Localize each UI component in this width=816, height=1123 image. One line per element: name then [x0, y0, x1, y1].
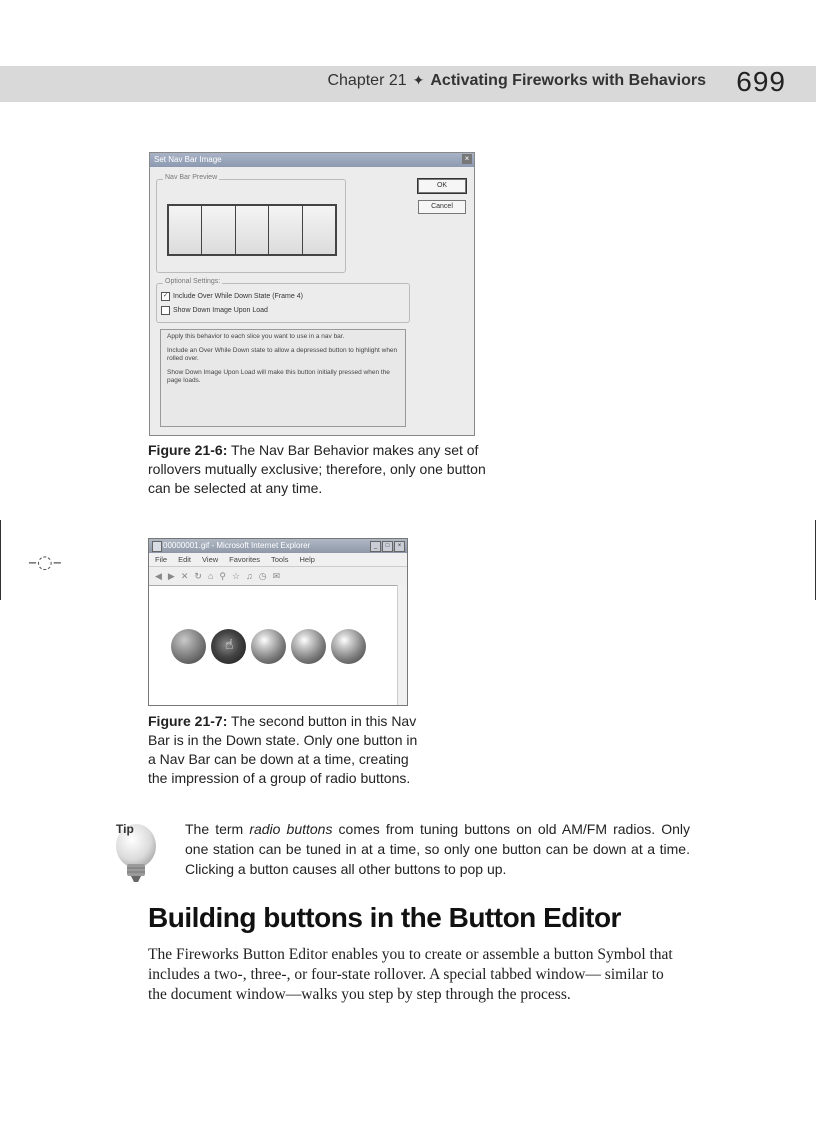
close-icon: ×	[394, 541, 405, 552]
minimize-icon: _	[370, 541, 381, 552]
nav-bar-preview	[167, 204, 337, 256]
mail-icon: ✉	[272, 570, 281, 581]
menu-favorites: Favorites	[229, 555, 260, 564]
section-heading: Building buttons in the Button Editor	[148, 902, 621, 933]
registration-mark-icon: –◌–	[28, 552, 62, 573]
tip-text-end: comes from tuning buttons on old AM/FM radios. Only one station can be tuned in at a time, so only one button can be down at a time. Clicking a button causes all other buttons to pop up.	[185, 821, 690, 877]
nav-button-5	[331, 629, 366, 664]
ie-browser-screenshot	[148, 538, 408, 706]
help-paragraph: Include an Over While Down state to allow a depressed button to highlight when rolled over.	[167, 347, 398, 362]
help-text-box	[160, 329, 406, 427]
nav-button-1	[171, 629, 206, 664]
browser-toolbar	[149, 567, 407, 586]
nav-button-4	[291, 629, 326, 664]
caption-text: The second button in this Nav Bar is in the Down state. Only one button in a Nav Bar can be down at a time, creating the impression of a group of radio buttons.	[148, 713, 418, 786]
help-paragraph: Apply this behavior to each slice you want to use in a nav bar.	[167, 333, 345, 340]
nav-bar-dialog-screenshot	[149, 152, 475, 436]
preview-group	[156, 174, 346, 273]
window-controls	[370, 541, 405, 552]
help-paragraph: Show Down Image Upon Load will make this button initially pressed when the page loads.	[167, 369, 390, 384]
preview-cell	[202, 206, 235, 254]
menu-edit: Edit	[178, 555, 192, 564]
tip-text	[185, 819, 690, 879]
caption-label: Figure 21-6:	[148, 442, 228, 458]
option-label: Include Over While Down State (Frame 4)	[173, 293, 303, 300]
crop-mark-left	[0, 520, 1, 600]
caption-text: The Nav Bar Behavior makes any set of rollovers mutually exclusive; therefore, only one button can be selected at any time.	[148, 442, 486, 496]
forward-icon: ▶	[167, 570, 175, 581]
cancel-button: Cancel	[418, 200, 466, 214]
diamond-icon: ✦	[412, 72, 425, 88]
home-icon: ⌂	[207, 571, 214, 581]
hand-cursor-icon: ☝	[225, 637, 234, 653]
over-while-down-option	[161, 292, 303, 301]
optional-settings-label: Optional Settings:	[165, 278, 221, 285]
browser-content	[149, 585, 397, 705]
preview-cell	[236, 206, 269, 254]
browser-title-bar	[149, 539, 407, 553]
preview-cell	[169, 206, 202, 254]
media-icon: ♫	[246, 571, 253, 581]
running-header	[327, 72, 706, 90]
dialog-title-bar	[150, 153, 474, 167]
caption-label: Figure 21-7:	[148, 713, 228, 729]
nav-button-3	[251, 629, 286, 664]
close-icon: ×	[462, 154, 472, 164]
preview-cell	[269, 206, 302, 254]
preview-cell	[303, 206, 335, 254]
option-label: Show Down Image Upon Load	[173, 307, 268, 314]
preview-group-label: Nav Bar Preview	[165, 174, 218, 181]
menu-file: File	[155, 555, 168, 564]
tip-label: Tip	[116, 822, 134, 836]
dialog-title: Set Nav Bar Image	[154, 155, 222, 164]
ie-icon	[152, 541, 162, 552]
optional-settings-group	[156, 278, 410, 323]
checkbox-checked-icon: ✓	[162, 293, 169, 299]
tip-text-start: The term	[185, 821, 250, 837]
menu-view: View	[202, 555, 219, 564]
back-icon: ◀	[155, 570, 162, 581]
menu-help: Help	[299, 555, 315, 564]
favorites-icon: ☆	[231, 570, 241, 581]
page-number: 699	[736, 66, 786, 97]
maximize-icon: □	[382, 541, 393, 552]
browser-title: 00000001.gif - Microsoft Internet Explorer	[163, 541, 311, 550]
chapter-title: Activating Fireworks with Behaviors	[430, 72, 706, 89]
history-icon: ◷	[258, 570, 267, 581]
figure-21-6-caption	[148, 441, 493, 498]
show-down-option	[161, 306, 268, 315]
menu-tools: Tools	[271, 555, 289, 564]
stop-icon: ✕	[180, 570, 189, 581]
checkbox-icon	[161, 306, 170, 315]
search-icon: ⚲	[219, 570, 226, 581]
scrollbar	[397, 585, 407, 705]
ok-button: OK	[418, 179, 466, 193]
chapter-label: Chapter 21	[327, 72, 407, 89]
refresh-icon: ↻	[194, 570, 202, 581]
tip-text-emphasis: radio buttons	[249, 821, 333, 837]
browser-menu-bar	[149, 553, 407, 567]
figure-21-7-caption	[148, 712, 428, 788]
body-paragraph: The Fireworks Button Editor enables you to create or assemble a button Symbol that includes a two-, three-, or four-state rollover. A special tabbed window— similar to the document window—walks you step by step through the process.	[148, 946, 673, 1003]
